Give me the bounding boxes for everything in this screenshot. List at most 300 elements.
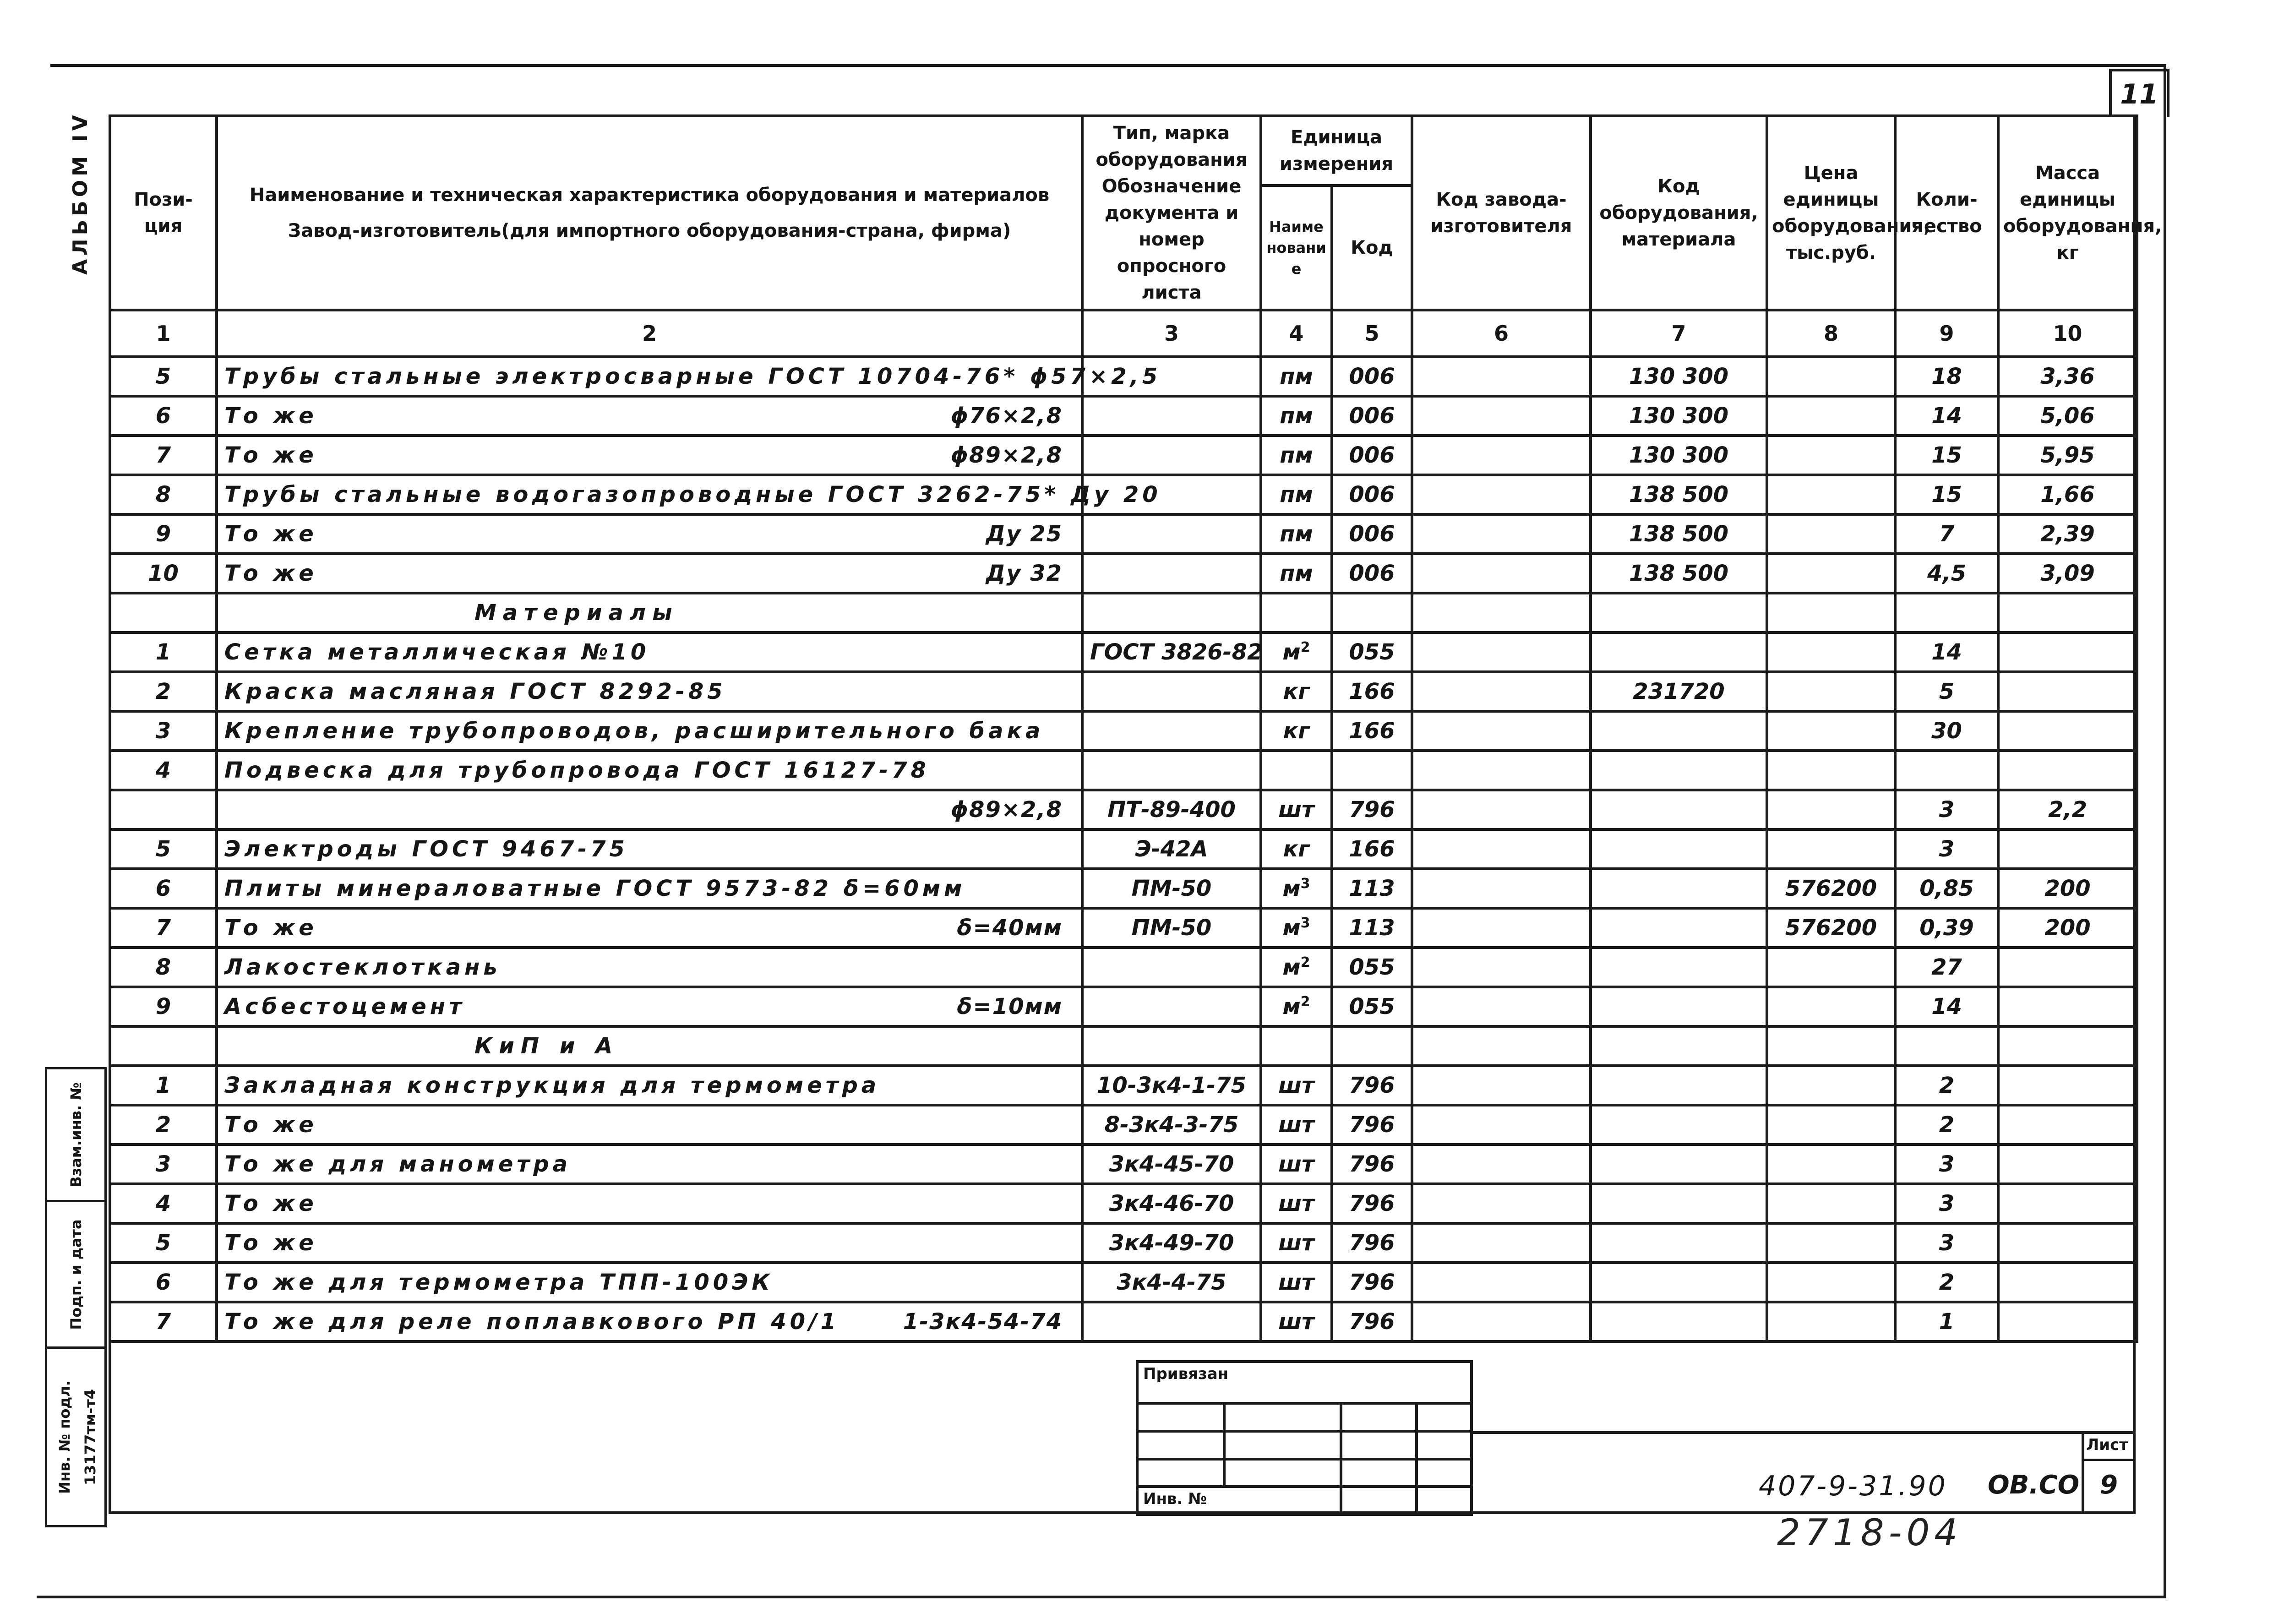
- row-factory-code: [1412, 672, 1591, 711]
- row-unit-code: 006: [1332, 554, 1412, 593]
- row-name-text: То же: [224, 442, 317, 468]
- empty-cell: [1261, 593, 1332, 632]
- row-factory-code: [1412, 554, 1591, 593]
- row-equipment-code: 138 500: [1591, 554, 1767, 593]
- table-row: [110, 632, 2137, 672]
- row-unit: шт: [1261, 1105, 1332, 1144]
- stamp-cell: [1417, 1487, 1472, 1515]
- table-row: [110, 1302, 2137, 1341]
- row-type: ПМ-50: [1082, 908, 1261, 948]
- row-quantity: 15: [1895, 436, 1998, 475]
- list-cell-left-line: [2082, 1431, 2084, 1514]
- row-price: [1767, 711, 1895, 751]
- row-equipment-code: [1591, 869, 1767, 908]
- row-unit: кг: [1261, 829, 1332, 869]
- table-row: [110, 475, 2137, 514]
- column-number: 1: [110, 310, 217, 357]
- row-equipment-code: [1591, 1184, 1767, 1223]
- row-unit: шт: [1261, 1302, 1332, 1341]
- row-equipment-code: [1591, 948, 1767, 987]
- table-row: [110, 711, 2137, 751]
- column-number: 7: [1591, 310, 1767, 357]
- row-equipment-code: 130 300: [1591, 436, 1767, 475]
- row-mass: [1998, 987, 2137, 1026]
- header-unit-mass: Масса единицы оборудования, кг: [1998, 116, 2137, 310]
- row-equipment-code: [1591, 1263, 1767, 1302]
- row-position: 2: [110, 672, 217, 711]
- row-equipment-code: [1591, 829, 1767, 869]
- row-name-text: Подвеска для трубопровода ГОСТ 16127-78: [224, 758, 930, 783]
- row-type: [1082, 751, 1261, 790]
- row-type: [1082, 987, 1261, 1026]
- row-quantity: 14: [1895, 396, 1998, 436]
- row-quantity: 15: [1895, 475, 1998, 514]
- row-position: [110, 790, 217, 829]
- row-name: [217, 1302, 1082, 1341]
- stamp-cell: [1137, 1403, 1224, 1431]
- row-unit-code: 055: [1332, 948, 1412, 987]
- row-position: 3: [110, 711, 217, 751]
- row-unit: пм: [1261, 436, 1332, 475]
- side-cell: [46, 1348, 106, 1526]
- row-name-text: То же для манометра: [224, 1151, 572, 1177]
- row-unit: $м^2$: [1261, 632, 1332, 672]
- header-quantity: Коли-чество: [1895, 116, 1998, 310]
- row-factory-code: [1412, 751, 1591, 790]
- empty-cell: [1261, 1026, 1332, 1066]
- row-type: ПМ-50: [1082, 869, 1261, 908]
- row-type: 3к4-4-75: [1082, 1263, 1261, 1302]
- row-unit-code: [1332, 751, 1412, 790]
- row-mass: 2,2: [1998, 790, 2137, 829]
- stamp-cell: [1137, 1459, 1224, 1487]
- row-mass: [1998, 711, 2137, 751]
- row-dimension: Ду 32: [986, 561, 1063, 586]
- row-unit-code: 166: [1332, 672, 1412, 711]
- row-name-text: Плиты минераловатные ГОСТ 9573-82 δ=60мм: [224, 876, 966, 901]
- table-row: [110, 1223, 2137, 1263]
- empty-cell: [1591, 593, 1767, 632]
- section-row: [110, 593, 2137, 632]
- header-unit-code: Код: [1332, 185, 1412, 310]
- row-equipment-code: 138 500: [1591, 514, 1767, 554]
- table-row: [110, 1066, 2137, 1105]
- row-name-text: То же для термометра ТПП-100ЭК: [224, 1270, 774, 1295]
- column-number: 3: [1082, 310, 1261, 357]
- row-mass: [1998, 1263, 2137, 1302]
- row-type: [1082, 672, 1261, 711]
- row-quantity: 0,85: [1895, 869, 1998, 908]
- header-unit-name: Наименование: [1261, 185, 1332, 310]
- row-dimension: δ=40мм: [957, 915, 1063, 941]
- row-quantity: 2: [1895, 1066, 1998, 1105]
- row-factory-code: [1412, 711, 1591, 751]
- row-name-text: Асбестоцемент: [224, 994, 465, 1019]
- row-unit: шт: [1261, 790, 1332, 829]
- row-name: [217, 554, 1082, 593]
- row-position: 9: [110, 514, 217, 554]
- row-mass: 200: [1998, 908, 2137, 948]
- unit-superscript: 2: [1300, 994, 1310, 1010]
- row-type: [1082, 554, 1261, 593]
- right-border-line: [2164, 64, 2166, 1598]
- row-equipment-code: [1591, 711, 1767, 751]
- row-name: [217, 1263, 1082, 1302]
- table-row: [110, 436, 2137, 475]
- row-mass: 1,66: [1998, 475, 2137, 514]
- empty-cell: [1767, 593, 1895, 632]
- row-quantity: 3: [1895, 829, 1998, 869]
- row-quantity: 14: [1895, 987, 1998, 1026]
- row-price: [1767, 1144, 1895, 1184]
- row-position: 10: [110, 554, 217, 593]
- side-stamp: [45, 1067, 107, 1527]
- unit-superscript: 2: [1300, 639, 1310, 655]
- list-label: Лист: [2086, 1436, 2128, 1454]
- row-type: 3к4-45-70: [1082, 1144, 1261, 1184]
- empty-cell: [1895, 1026, 1998, 1066]
- empty-cell: [1412, 1026, 1591, 1066]
- row-position: 7: [110, 436, 217, 475]
- row-unit-code: 166: [1332, 829, 1412, 869]
- row-name-text: То же: [224, 561, 317, 586]
- table-row: [110, 396, 2137, 436]
- row-equipment-code: [1591, 1105, 1767, 1144]
- row-position: 3: [110, 1144, 217, 1184]
- row-quantity: 3: [1895, 1223, 1998, 1263]
- row-position: 5: [110, 829, 217, 869]
- row-position: 8: [110, 475, 217, 514]
- stamp-cell: [1341, 1431, 1417, 1459]
- row-name-text: То же: [224, 1112, 317, 1138]
- row-name: [217, 1223, 1082, 1263]
- row-price: 576200: [1767, 869, 1895, 908]
- row-unit-code: 166: [1332, 711, 1412, 751]
- row-type: 3к4-46-70: [1082, 1184, 1261, 1223]
- row-unit-code: 055: [1332, 987, 1412, 1026]
- stamp-cell: [1224, 1431, 1341, 1459]
- unit-superscript: 3: [1300, 915, 1310, 931]
- row-equipment-code: [1591, 908, 1767, 948]
- side-label-signature: Подп. и дата: [67, 1219, 85, 1330]
- row-unit: пм: [1261, 357, 1332, 396]
- row-mass: [1998, 1144, 2137, 1184]
- row-type: [1082, 436, 1261, 475]
- stamp-label-bound: Привязан: [1137, 1362, 1472, 1403]
- row-unit-code: 796: [1332, 1184, 1412, 1223]
- row-unit-code: 006: [1332, 396, 1412, 436]
- header-unit-group: Единица измерения: [1261, 116, 1412, 185]
- row-name: [217, 1144, 1082, 1184]
- row-mass: [1998, 1066, 2137, 1105]
- row-mass: 3,09: [1998, 554, 2137, 593]
- row-equipment-code: [1591, 1302, 1767, 1341]
- row-mass: [1998, 672, 2137, 711]
- row-unit-code: 796: [1332, 1144, 1412, 1184]
- row-quantity: 0,39: [1895, 908, 1998, 948]
- row-unit-code: 796: [1332, 790, 1412, 829]
- row-factory-code: [1412, 475, 1591, 514]
- row-name: [217, 948, 1082, 987]
- stamp-cell: [1417, 1431, 1472, 1459]
- row-position: 5: [110, 357, 217, 396]
- header-type: Тип, марка оборудования Обозначение документа и номер опросного листа: [1082, 116, 1261, 310]
- empty-cell: [1332, 593, 1412, 632]
- document-code: 407-9-31.90: [1759, 1470, 1947, 1502]
- header-position: Пози-ция: [110, 116, 217, 310]
- row-quantity: 30: [1895, 711, 1998, 751]
- row-mass: [1998, 632, 2137, 672]
- row-type: ГОСТ 3826-82: [1082, 632, 1261, 672]
- row-factory-code: [1412, 1066, 1591, 1105]
- stamp-cell: [1341, 1403, 1417, 1431]
- row-type: [1082, 711, 1261, 751]
- header-name-line1: Наименование и техническая характеристика оборудования и материалов: [249, 185, 1050, 206]
- row-name-text: Закладная конструкция для термометра: [224, 1073, 880, 1098]
- row-unit: $м^3$: [1261, 869, 1332, 908]
- row-price: [1767, 396, 1895, 436]
- side-cell: [46, 1201, 106, 1348]
- row-name-text: То же: [224, 1191, 317, 1216]
- row-name-text: То же для реле поплавкового РП 40/1: [224, 1309, 839, 1335]
- row-quantity: 27: [1895, 948, 1998, 987]
- row-price: [1767, 1223, 1895, 1263]
- stamp-label-inventory: Инв. №: [1137, 1487, 1341, 1515]
- row-position: 5: [110, 1223, 217, 1263]
- header-equipment-code: Код оборудования, материала: [1591, 116, 1767, 310]
- empty-cell: [1082, 593, 1261, 632]
- title-block-top-line: [1470, 1431, 2134, 1434]
- row-name: [217, 514, 1082, 554]
- row-equipment-code: 138 500: [1591, 475, 1767, 514]
- row-equipment-code: [1591, 1223, 1767, 1263]
- row-dimension: δ=10мм: [957, 994, 1063, 1019]
- row-name-text: То же: [224, 403, 317, 429]
- row-factory-code: [1412, 436, 1591, 475]
- list-cell-mid-line: [2082, 1459, 2136, 1461]
- row-name: [217, 711, 1082, 751]
- row-unit: кг: [1261, 711, 1332, 751]
- column-number: 8: [1767, 310, 1895, 357]
- row-factory-code: [1412, 1302, 1591, 1341]
- side-cell: [46, 1068, 106, 1201]
- row-unit: $м^2$: [1261, 948, 1332, 987]
- row-unit-code: 796: [1332, 1263, 1412, 1302]
- unit-superscript: 2: [1300, 954, 1310, 970]
- table-header: [110, 116, 2162, 310]
- row-factory-code: [1412, 514, 1591, 554]
- row-price: [1767, 1302, 1895, 1341]
- row-name: [217, 632, 1082, 672]
- table-row: [110, 1184, 2137, 1223]
- table-body: [110, 310, 2137, 1341]
- row-mass: 3,36: [1998, 357, 2137, 396]
- table-row: [110, 672, 2137, 711]
- row-unit-code: 055: [1332, 632, 1412, 672]
- row-position: 4: [110, 751, 217, 790]
- row-name: [217, 869, 1082, 908]
- archive-number: 2718-04: [1777, 1511, 1962, 1554]
- empty-cell: [1767, 1026, 1895, 1066]
- empty-cell: [1332, 1026, 1412, 1066]
- section-row: [110, 1026, 2137, 1066]
- table-row: [110, 948, 2137, 987]
- column-number: 5: [1332, 310, 1412, 357]
- row-dimension: ϕ76×2,8: [950, 403, 1063, 429]
- row-name: [217, 436, 1082, 475]
- row-unit: шт: [1261, 1066, 1332, 1105]
- table-row: [110, 514, 2137, 554]
- row-price: [1767, 554, 1895, 593]
- empty-cell: [1998, 1026, 2137, 1066]
- row-position: 6: [110, 1263, 217, 1302]
- header-factory-code: Код завода-изготовителя: [1412, 116, 1591, 310]
- table-row: [110, 829, 2137, 869]
- row-mass: [1998, 1184, 2137, 1223]
- header-name: [217, 116, 1082, 310]
- header-unit-price: Цена единицы оборудования, тыс.руб.: [1767, 116, 1895, 310]
- document-series: ОВ.СО: [1988, 1470, 2080, 1500]
- row-unit: пм: [1261, 514, 1332, 554]
- row-mass: [1998, 1302, 2137, 1341]
- row-name: [217, 829, 1082, 869]
- row-unit: кг: [1261, 672, 1332, 711]
- table-row: [110, 908, 2137, 948]
- row-name: [217, 908, 1082, 948]
- row-equipment-code: [1591, 632, 1767, 672]
- album-label: АЛЬБОМ IV: [69, 111, 92, 275]
- table-row: [110, 357, 2137, 396]
- row-factory-code: [1412, 357, 1591, 396]
- row-type: ПТ-89-400: [1082, 790, 1261, 829]
- specification-table: [109, 114, 2162, 1343]
- column-number: 4: [1261, 310, 1332, 357]
- row-factory-code: [1412, 908, 1591, 948]
- row-price: [1767, 1263, 1895, 1302]
- empty-cell: [1998, 593, 2137, 632]
- row-unit-code: 796: [1332, 1223, 1412, 1263]
- table-row: [110, 554, 2137, 593]
- row-equipment-code: [1591, 987, 1767, 1026]
- row-quantity: 3: [1895, 790, 1998, 829]
- row-name-text: Сетка металлическая №10: [224, 639, 650, 665]
- row-unit: пм: [1261, 396, 1332, 436]
- row-type: [1082, 514, 1261, 554]
- row-mass: 5,95: [1998, 436, 2137, 475]
- row-quantity: 5: [1895, 672, 1998, 711]
- row-unit: $м^2$: [1261, 987, 1332, 1026]
- row-factory-code: [1412, 396, 1591, 436]
- empty-cell: [1412, 593, 1591, 632]
- row-unit-code: 006: [1332, 514, 1412, 554]
- row-factory-code: [1412, 869, 1591, 908]
- table-row: [110, 790, 2137, 829]
- row-price: [1767, 948, 1895, 987]
- row-position: 7: [110, 1302, 217, 1341]
- row-name: [217, 672, 1082, 711]
- list-value: 9: [2100, 1470, 2118, 1500]
- row-factory-code: [1412, 790, 1591, 829]
- row-mass: [1998, 751, 2137, 790]
- row-unit-code: 113: [1332, 869, 1412, 908]
- row-price: [1767, 829, 1895, 869]
- row-price: [1767, 1105, 1895, 1144]
- column-numbers-row: [110, 310, 2137, 357]
- row-unit: [1261, 751, 1332, 790]
- row-dimension: ϕ89×2,8: [950, 797, 1063, 823]
- row-name-text: То же: [224, 915, 317, 941]
- row-quantity: 14: [1895, 632, 1998, 672]
- row-name-text: Электроды ГОСТ 9467-75: [224, 836, 628, 862]
- row-type: 8-3к4-3-75: [1082, 1105, 1261, 1144]
- row-name-text: Трубы стальные водогазопроводные ГОСТ 3262-75* Ду 20: [224, 482, 1161, 507]
- row-quantity: 1: [1895, 1302, 1998, 1341]
- row-name: [217, 1105, 1082, 1144]
- row-price: [1767, 987, 1895, 1026]
- row-unit: пм: [1261, 554, 1332, 593]
- table-row: [110, 869, 2137, 908]
- row-name: [217, 751, 1082, 790]
- column-number: 10: [1998, 310, 2137, 357]
- row-mass: [1998, 829, 2137, 869]
- section-title: Материалы: [217, 593, 1082, 632]
- stamp-cell: [1137, 1431, 1224, 1459]
- stamp-cell: [1341, 1459, 1417, 1487]
- row-name: [217, 1066, 1082, 1105]
- column-number: 9: [1895, 310, 1998, 357]
- top-border-line: [50, 64, 2166, 67]
- side-label-original: Инв. № подл.: [55, 1380, 73, 1494]
- stamp-cell: [1224, 1459, 1341, 1487]
- row-factory-code: [1412, 1144, 1591, 1184]
- row-price: [1767, 1184, 1895, 1223]
- row-quantity: 7: [1895, 514, 1998, 554]
- row-type: Э-42А: [1082, 829, 1261, 869]
- row-position: 6: [110, 396, 217, 436]
- side-label-original-number: 13177тм-т4: [81, 1389, 99, 1485]
- row-price: [1767, 357, 1895, 396]
- empty-cell: [110, 593, 217, 632]
- row-mass: [1998, 1223, 2137, 1263]
- stamp-cell: [1417, 1459, 1472, 1487]
- row-quantity: 2: [1895, 1105, 1998, 1144]
- row-unit-code: 796: [1332, 1066, 1412, 1105]
- row-equipment-code: [1591, 790, 1767, 829]
- row-position: 2: [110, 1105, 217, 1144]
- row-position: 1: [110, 1066, 217, 1105]
- sheet-number: 11: [2109, 69, 2169, 117]
- row-position: 8: [110, 948, 217, 987]
- row-dimension: ϕ89×2,8: [950, 442, 1063, 468]
- row-position: 7: [110, 908, 217, 948]
- stamp-cell: [1417, 1403, 1472, 1431]
- row-unit: шт: [1261, 1184, 1332, 1223]
- row-unit: шт: [1261, 1223, 1332, 1263]
- bottom-border-line: [37, 1596, 2166, 1598]
- empty-cell: [1082, 1026, 1261, 1066]
- section-title: КиП и А: [217, 1026, 1082, 1066]
- row-dimension: Ду 25: [986, 521, 1063, 547]
- row-name-text: Трубы стальные электросварные ГОСТ 10704-76* ϕ57×2,5: [224, 364, 1161, 389]
- row-equipment-code: [1591, 1144, 1767, 1184]
- table-row: [110, 1144, 2137, 1184]
- row-type: [1082, 948, 1261, 987]
- row-factory-code: [1412, 632, 1591, 672]
- row-mass: 2,39: [1998, 514, 2137, 554]
- row-name: [217, 396, 1082, 436]
- row-price: [1767, 436, 1895, 475]
- row-quantity: 4,5: [1895, 554, 1998, 593]
